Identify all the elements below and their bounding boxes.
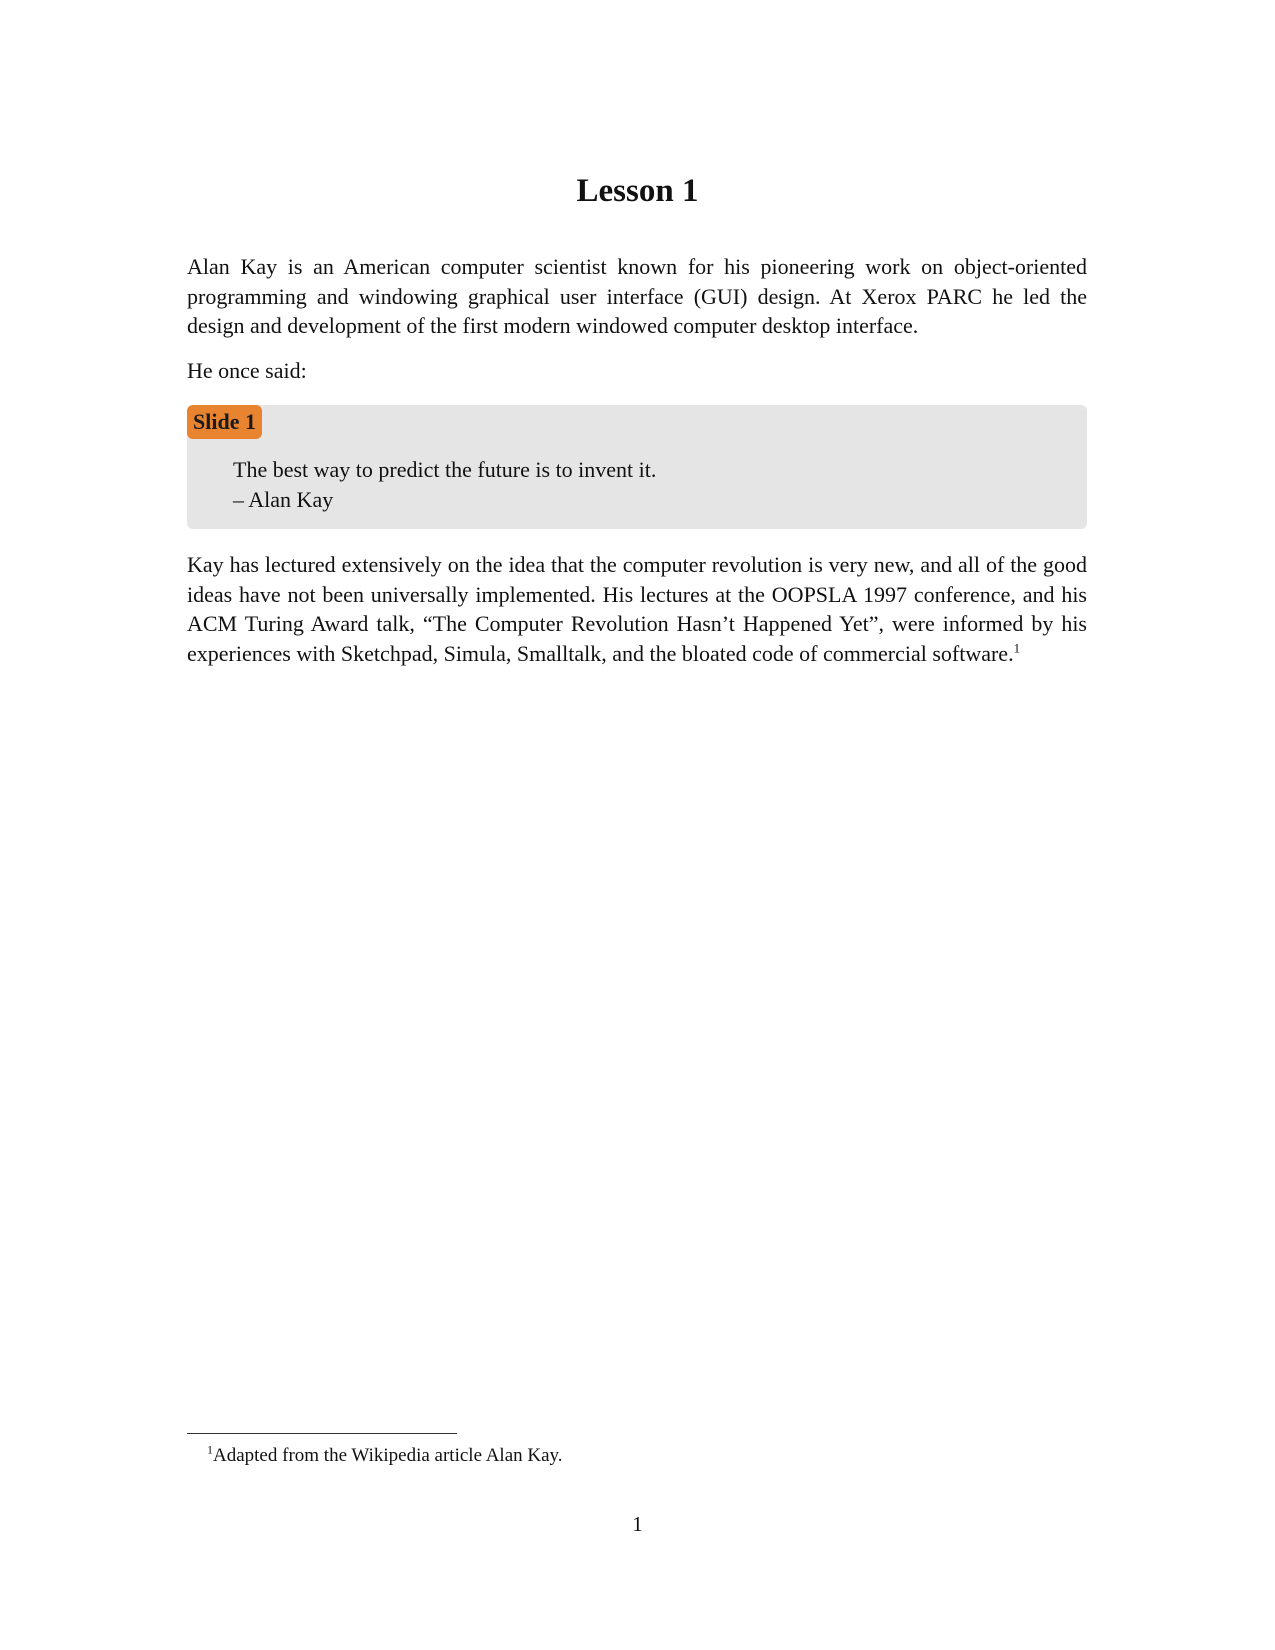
quote-attribution: – Alan Kay (233, 486, 334, 512)
slide-quote-box (187, 405, 1087, 529)
lead-in-paragraph: He once said: (187, 358, 307, 383)
slide-badge: Slide 1 (187, 405, 262, 439)
quote-text: The best way to predict the future is to invent it. (233, 457, 657, 482)
footnote-marker: 1 (207, 1442, 213, 1457)
footnote-divider (187, 1433, 457, 1434)
page-title: Lesson 1 (576, 173, 699, 209)
page-number: 1 (632, 1512, 643, 1536)
footnote (207, 1444, 563, 1468)
lecture-paragraph (187, 550, 1087, 668)
footnote-text: Adapted from the Wikipedia article Alan Kay. (213, 1445, 563, 1466)
intro-paragraph: Alan Kay is an American computer scientist known for his pioneering work on object-oriented programming and windowing graphical user interface (GUI) design. At Xerox PARC he led the design and development of the first modern windowed computer desktop interface. (187, 254, 1087, 338)
lecture-paragraph-text: Kay has lectured extensively on the idea that the computer revolution is very new, and all of the good ideas have not been universally implemented. His lectures at the OOPSLA 1997 conference, and his ACM Turing Award talk, “The Computer Revolution Hasn’t Happened Yet”, were informed by his experiences with Sketchpad, Simula, Smalltalk, and the bloated code of commercial software. (187, 552, 1087, 666)
quote-block (233, 455, 656, 514)
footnote-reference[interactable]: 1 (1013, 640, 1021, 656)
